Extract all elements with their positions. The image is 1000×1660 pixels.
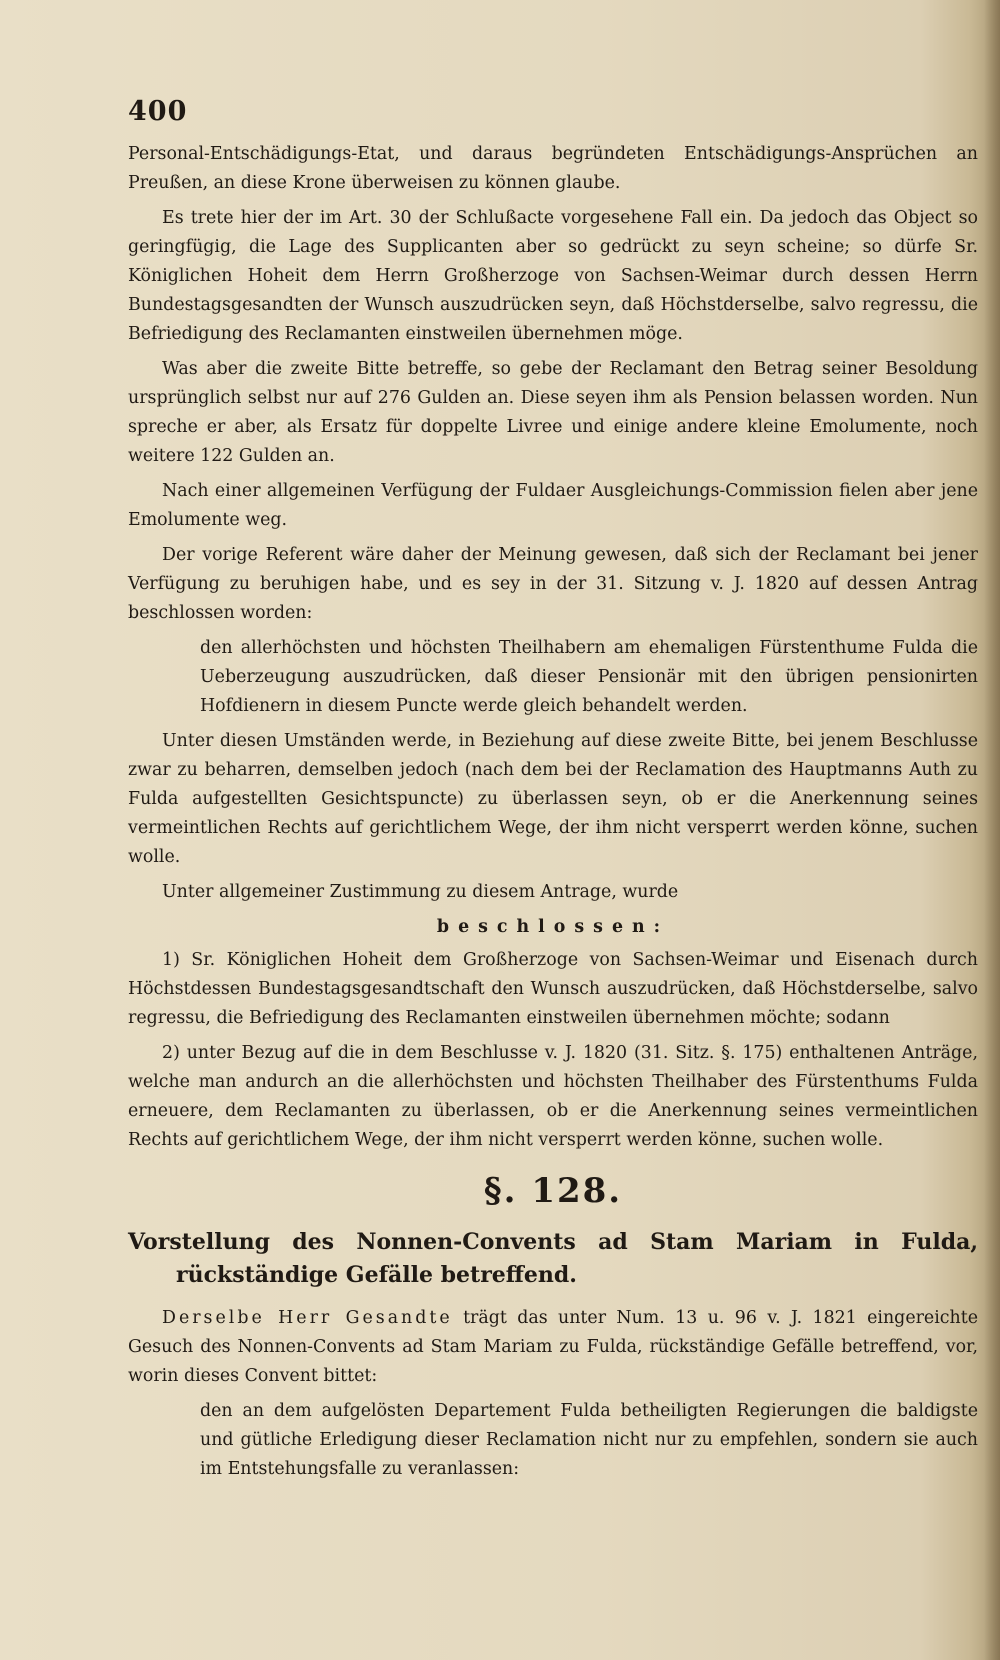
section-intro-text: trägt das unter Num. 13 u. 96 v. J. 1821 eingereichte Gesuch des Nonnen-Convents ad Stam Mariam zu Fulda, rückständige Gefälle betreffend, vor, worin dieses Convent bittet: bbox=[128, 1308, 978, 1386]
paragraph-3: Was aber die zweite Bitte betreffe, so gebe der Reclamant den Betrag seiner Besoldung ursprünglich selbst nur auf 276 Gulden an. Diese seyen ihm als Pension belassen worden. Nun spreche er aber, als Ersatz für doppelte Livree und einige andere kleine Emolumente, noch weitere 122 Gulden an. bbox=[128, 359, 978, 466]
section-mark: §. 128. bbox=[483, 1171, 623, 1211]
convent-request: den an dem aufgelösten Departement Fulda betheiligten Regierungen die baldigste und gütliche Erledigung dieser Reclamation nicht nur zu empfehlen, sondern sie auch im Entstehungsfalle zu veranlassen: bbox=[200, 1401, 978, 1479]
quoted-resolution-1820: den allerhöchsten und höchsten Theilhabern am ehemaligen Fürstenthume Fulda die Ueberzeugung auszudrücken, daß dieser Pensionär mit den übrigen pensionirten Hofdienern in diesem Puncte werde gleich behandelt werden. bbox=[200, 638, 978, 716]
paragraph-1: Personal-Entschädigungs-Etat, und daraus begründeten Entschädigungs-Ansprüchen an Preußen, an diese Krone überweisen zu können glaube. bbox=[128, 144, 978, 193]
resolution-item-2: 2) unter Bezug auf die in dem Beschlusse v. J. 1820 (31. Sitz. §. 175) enthaltenen Anträge, welche man andurch an die allerhöchsten und höchsten Theilhaber des Fürstenthums Fulda erneuere, dem Reclamanten zu überlassen, ob er die Anerkennung seines vermeintlichen Rechts auf gerichtlichem Wege, der ihm nicht versperrt werden könne, suchen wolle. bbox=[128, 1043, 978, 1150]
paragraph-8: Unter allgemeiner Zustimmung zu diesem Antrage, wurde bbox=[162, 882, 679, 902]
page-edge-shadow bbox=[984, 0, 1000, 1660]
section-intro-speaker: Derselbe Herr Gesandte bbox=[162, 1308, 453, 1328]
resolution-item-1: 1) Sr. Königlichen Hoheit dem Großherzoge von Sachsen-Weimar und Eisenach durch Höchstdessen Bundestagsgesandtschaft den Wunsch auszudrücken, daß Höchstderselbe, salvo regressu, die Befriedigung des Reclamanten einstweilen übernehmen möchte; sodann bbox=[128, 950, 978, 1028]
paragraph-5: Der vorige Referent wäre daher der Meinung gewesen, daß sich der Reclamant bei jener Verfügung zu beruhigen habe, und es sey in der 31. Sitzung v. J. 1820 auf dessen Antrag beschlossen worden: bbox=[128, 545, 978, 623]
decision-heading: beschlossen: bbox=[436, 917, 670, 937]
paragraph-2: Es trete hier der im Art. 30 der Schlußacte vorgesehene Fall ein. Da jedoch das Object so geringfügig, die Lage des Supplicanten aber so gedrückt zu seyn scheine; so dürfe Sr. Königlichen Hoheit dem Herrn Großherzoge von Sachsen-Weimar durch dessen Herrn Bundestagsgesandten der Wunsch auszudrücken seyn, daß Höchstderselbe, salvo regressu, die Befriedigung des Reclamanten einstweilen übernehmen möge. bbox=[128, 208, 978, 344]
paragraph-7: Unter diesen Umständen werde, in Beziehung auf diese zweite Bitte, bei jenem Beschlusse zwar zu beharren, demselben jedoch (nach dem bei der Reclamation des Hauptmanns Auth zu Fulda aufgestellten Gesichtspuncte) zu überlassen seyn, ob er die Anerkennung seines vermeintlichen Rechts auf gerichtlichem Wege, der ihm nicht versperrt werden könne, suchen wolle. bbox=[128, 731, 978, 867]
page-body bbox=[128, 140, 978, 1490]
page-number: 400 bbox=[128, 96, 188, 127]
section-intro bbox=[128, 1304, 978, 1391]
paragraph-4: Nach einer allgemeinen Verfügung der Fuldaer Ausgleichungs-Commission fielen aber jene Emolumente weg. bbox=[128, 481, 978, 530]
section-title: Vorstellung des Nonnen-Convents ad Stam Mariam in Fulda, rückständige Gefälle betreffend. bbox=[128, 1229, 978, 1288]
